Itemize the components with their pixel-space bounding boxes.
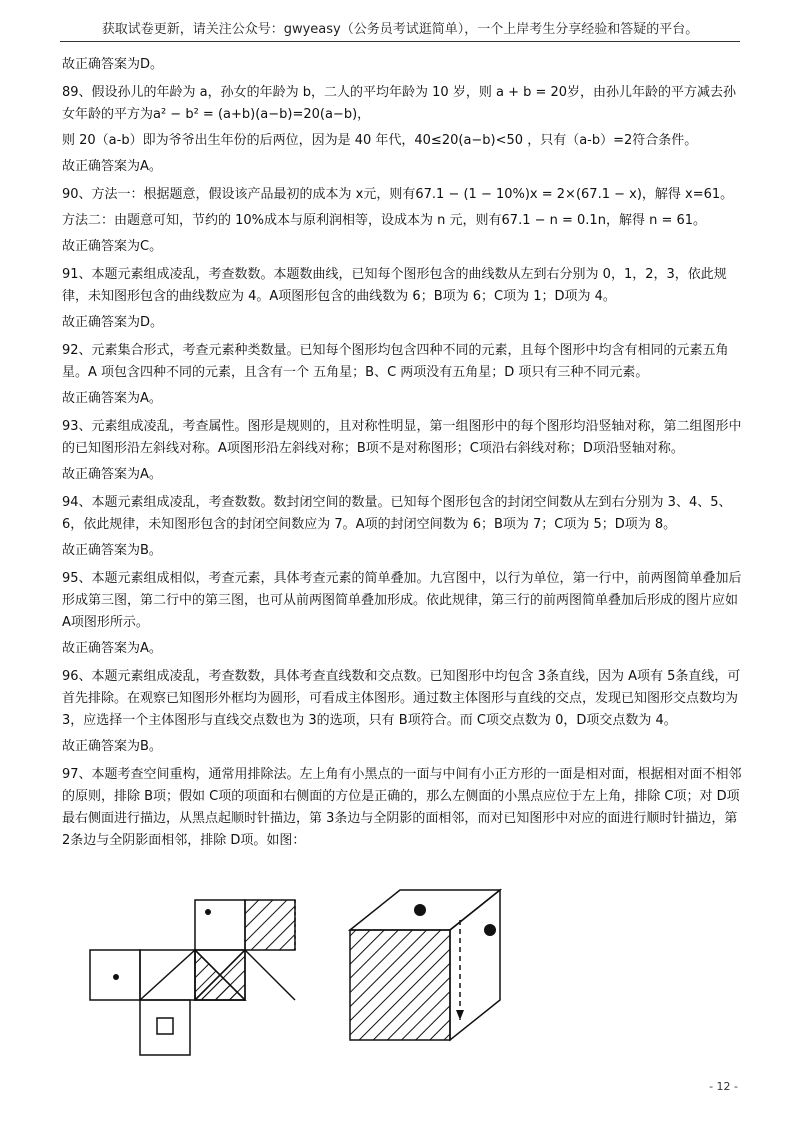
cube-right-face	[450, 890, 500, 1040]
answer-line: 故正确答案为D。	[62, 57, 164, 72]
net-face-square-bottom	[140, 1000, 190, 1055]
paragraph: 92、元素集合形式，考查元素种类数量。已知每个图形均包含四种不同的元素，且每个图形中均含有相同的元素五角星。A 项包含四种不同的元素，且含有一个 五角星；B、C 两项没有五角星；D 项只有三种不同元素。	[62, 343, 729, 380]
answer-line: 故正确答案为D。	[62, 315, 164, 330]
net-face-dot-top	[195, 900, 245, 950]
document-body	[62, 54, 742, 856]
page-number: - 12 -	[709, 1080, 738, 1093]
paragraph: 方法二：由题意可知，节约的 10%成本与原利润相等，设成本为 n 元，则有67.1 − n = 0.1n，解得 n = 61。	[62, 213, 707, 228]
page-header: 获取试卷更新，请关注公众号：gwyeasy（公务员考试逛简单），一个上岸考生分享经验和答疑的平台。	[101, 22, 699, 37]
cube-figure	[80, 880, 540, 1080]
paragraph: 95、本题元素组成相似，考查元素，具体考查元素的简单叠加。九宫图中，以行为单位，第一行中，前两图简单叠加后形成第三图，第二行中的第三图，也可从前两图简单叠加形成。依此规律，第三行的前两图简单叠加后形成的图片应如 A项图形所示。	[62, 571, 742, 630]
paragraph: 91、本题元素组成凌乱，考查数数。本题数曲线，已知每个图形包含的曲线数从左到右分别为 0，1，2，3，依此规律，未知图形包含的曲线数应为 4。A项图形包含的曲线数为 6；B项为 6；C项为 1；D项为 4。	[62, 267, 727, 304]
cube-3d-diagram	[350, 890, 500, 1040]
header-rule	[60, 41, 740, 42]
paragraph: 90、方法一：根据题意，假设该产品最初的成本为 x元，则有67.1 − (1 − 10%)x = 2×(67.1 − x)，解得 x=61。	[62, 187, 734, 202]
answer-line: 故正确答案为A。	[62, 641, 162, 656]
paragraph: 96、本题元素组成凌乱，考查数数，具体考查直线数和交点数。已知图形中均包含 3条直线，因为 A项有 5条直线，可首先排除。在观察已知图形外框均为圆形，可看成主体图形。通过数主体图形与直线的交点，发现已知图形交点数均为 3，应选择一个主体图形与直线交点数也为 3的选项，只有 B项符合。而 C项交点数为 0，D项交点数为 4。	[62, 669, 741, 728]
answer-line: 故正确答案为A。	[62, 159, 162, 174]
paragraph: 93、元素组成凌乱，考查属性。图形是规则的，且对称性明显，第一组图形中的每个图形均沿竖轴对称，第二组图形中的已知图形沿左斜线对称。A项图形沿左斜线对称；B项不是对称图形；C项沿右斜线对称；D项沿竖轴对称。	[62, 419, 742, 456]
answer-line: 故正确答案为B。	[62, 543, 162, 558]
paragraph: 89、假设孙儿的年龄为 a，孙女的年龄为 b，二人的平均年龄为 10 岁，则 a + b = 20岁，由孙儿年龄的平方减去孙女年龄的平方为a² − b² = (a+b)(a−b)=20(a−b)，	[62, 85, 737, 122]
cube-right-dot	[484, 924, 496, 936]
net-dot-top	[205, 909, 211, 915]
net-small-square	[157, 1018, 173, 1034]
paragraph: 97、本题考查空间重构，通常用排除法。左上角有小黑点的一面与中间有小正方形的一面是相对面，根据相对面不相邻的原则，排除 B项；假如 C项的项面和右侧面的方位是正确的，那么左侧面的小黑点应位于左上角，排除 C项；对 D项最右侧面进行描边，从黑点起顺时针描边，第 3条边与全阴影的面相邻，而对已知图形中对应的面进行顺时针描边，第 2条边与全阴影面相邻，排除 D项。如图：	[62, 767, 742, 848]
cube-front-face	[350, 930, 450, 1040]
net-face-hatched	[245, 900, 295, 950]
answer-line: 故正确答案为A。	[62, 391, 162, 406]
answer-line: 故正确答案为A。	[62, 467, 162, 482]
answer-line: 故正确答案为C。	[62, 239, 163, 254]
paragraph: 94、本题元素组成凌乱，考查数数。数封闭空间的数量。已知每个图形包含的封闭空间数从左到右分别为 3、4、5、6，依此规律，未知图形包含的封闭空间数应为 7。A项的封闭空间数为 6；B项为 7；C项为 5；D项为 8。	[62, 495, 732, 532]
answer-line: 故正确答案为B。	[62, 739, 162, 754]
net-dot-left	[113, 974, 119, 980]
paragraph: 则 20（a-b）即为爷爷出生年份的后两位，因为是 40 年代，40≤20(a−b)<50 ，只有（a-b）=2符合条件。	[62, 133, 698, 148]
cube-net-diagram	[90, 900, 295, 1055]
cube-top-dot	[414, 904, 426, 916]
